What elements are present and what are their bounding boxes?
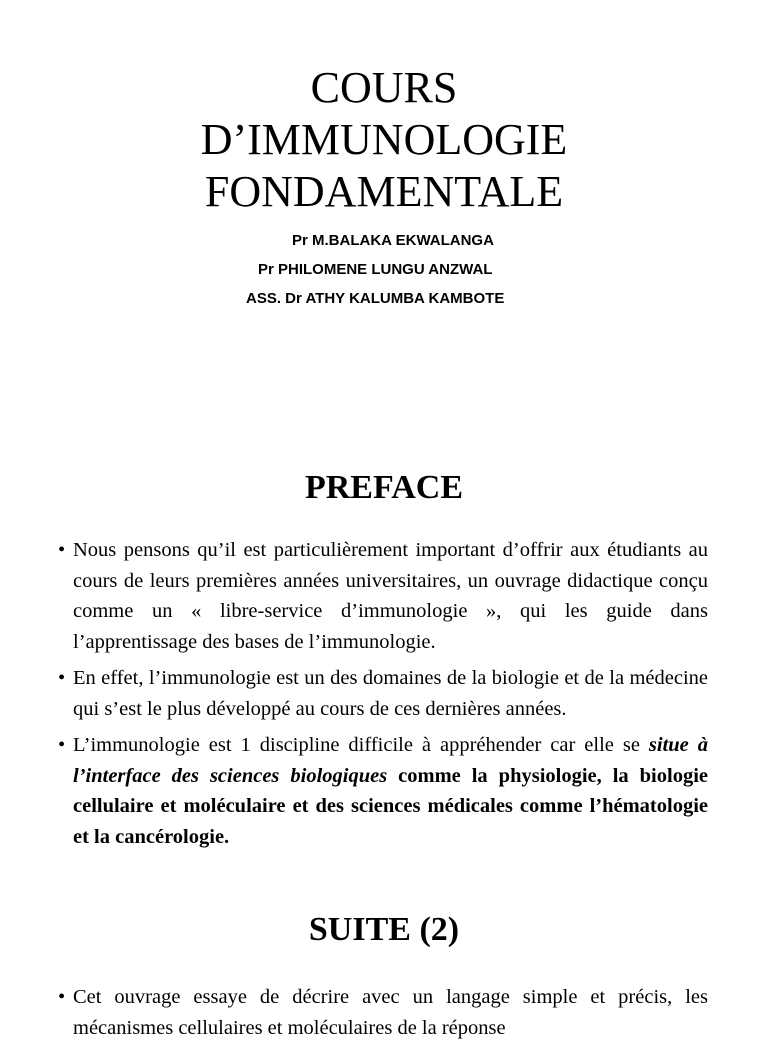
bullet-paragraph <box>58 982 708 1043</box>
title-line: FONDAMENTALE <box>204 167 564 216</box>
bullet-paragraph <box>58 663 708 724</box>
preface-bullet-list <box>58 535 708 858</box>
bold-text: comme la physiologie, la biologie cellulaire et moléculaire et des sciences médicales comme l’hématologie et la cancérologie. <box>73 764 708 848</box>
course-title <box>0 62 768 218</box>
bullet-icon: • <box>58 734 66 756</box>
preface-heading: PREFACE <box>304 469 464 506</box>
paragraph-text: En effet, l’immunologie est un des domaines de la biologie et de la médecine qui s’est le plus développé au cours de ces dernières années. <box>73 667 708 720</box>
emphasis-text: situe à l’interface des sciences biologiques <box>73 734 709 787</box>
title-line: D’IMMUNOLOGIE <box>200 115 568 164</box>
paragraph-text: Cet ouvrage essaye de décrire avec un langage simple et précis, les mécanismes cellulaires et moléculaires de la réponse <box>73 986 708 1039</box>
bullet-paragraph <box>58 730 708 852</box>
bullet-paragraph <box>58 535 708 657</box>
suite-bullet-list <box>58 982 708 1049</box>
authors-list <box>0 226 768 313</box>
author-name: Pr PHILOMENE LUNGU ANZWAL <box>258 261 493 278</box>
suite-heading: SUITE (2) <box>308 911 460 948</box>
paragraph-text: Nous pensons qu’il est particulièrement important d’offrir aux étudiants au cours de leurs premières années universitaires, un ouvrage didactique conçu comme un « libre-service d’immunologie », qui les guide dans l’apprentissage des bases de l’immunologie. <box>73 539 708 653</box>
bullet-icon: • <box>58 539 66 561</box>
author-name: Pr M.BALAKA EKWALANGA <box>292 232 494 249</box>
bullet-icon: • <box>58 986 66 1008</box>
title-line: COURS <box>310 63 458 112</box>
bullet-icon: • <box>58 667 66 689</box>
author-name: ASS. Dr ATHY KALUMBA KAMBOTE <box>246 290 505 307</box>
paragraph-text: L’immunologie est 1 discipline difficile à appréhender car elle se <box>73 734 649 756</box>
